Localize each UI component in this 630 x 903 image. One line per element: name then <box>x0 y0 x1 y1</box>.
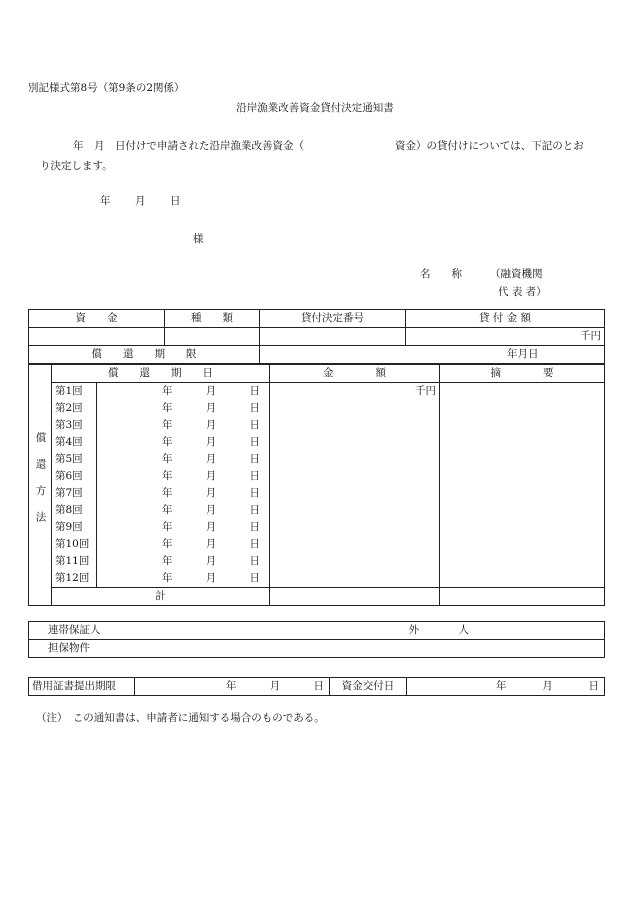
installment-row <box>29 451 605 468</box>
installment-date[interactable] <box>97 519 270 536</box>
installment-date[interactable] <box>97 468 270 485</box>
installment-note[interactable] <box>440 553 605 570</box>
lender-name-label: 名 称 <box>420 268 462 280</box>
fund-header: 資 金 <box>29 310 165 328</box>
installment-year: 年 <box>162 487 173 499</box>
submission-deadline-cell[interactable] <box>135 678 330 696</box>
installment-note[interactable] <box>440 417 605 434</box>
installment-label: 第4回 <box>52 434 97 451</box>
installment-year: 年 <box>162 538 173 550</box>
installment-month: 月 <box>205 504 217 516</box>
installment-date[interactable] <box>97 383 270 401</box>
lender-rep-label: 代 表 者） <box>498 286 547 298</box>
installment-month: 月 <box>205 453 217 465</box>
installment-amount[interactable] <box>270 553 440 570</box>
installment-year: 年 <box>162 555 173 567</box>
installment-amount[interactable] <box>270 434 440 451</box>
loan-summary-table <box>28 309 605 364</box>
installment-note[interactable] <box>440 468 605 485</box>
installment-month: 月 <box>205 555 217 567</box>
installment-day: 日 <box>249 538 260 550</box>
document-title: 沿岸漁業改善資金貸付決定通知書 <box>236 102 394 114</box>
installment-note[interactable] <box>440 485 605 502</box>
repayment-deadline-cell[interactable] <box>260 346 605 364</box>
installment-year: 年 <box>162 572 173 584</box>
installment-year: 年 <box>162 504 173 516</box>
guarantor-label: 連帯保証人 <box>48 624 101 636</box>
installment-date[interactable] <box>97 536 270 553</box>
repayment-deadline-label: 償 還 期 限 <box>29 346 260 364</box>
submission-year: 年 <box>226 680 237 692</box>
installment-day: 日 <box>249 436 260 448</box>
guarantor-others-b: 人 <box>458 624 469 636</box>
installment-amount[interactable] <box>270 570 440 588</box>
total-amount[interactable] <box>270 588 440 606</box>
installment-day: 日 <box>249 419 260 431</box>
installment-date[interactable] <box>97 451 270 468</box>
paragraph-line2: り決定します。 <box>40 160 113 172</box>
installment-date[interactable] <box>97 434 270 451</box>
installment-day: 日 <box>249 572 260 584</box>
installment-label: 第6回 <box>52 468 97 485</box>
installment-note[interactable] <box>440 519 605 536</box>
disbursement-day: 日 <box>588 680 599 692</box>
footnote: （注） この通知書は、申請者に通知する場合のものである。 <box>36 712 325 724</box>
installment-label: 第11回 <box>52 553 97 570</box>
installment-note[interactable] <box>440 434 605 451</box>
installment-amount[interactable] <box>270 417 440 434</box>
installment-amount[interactable] <box>270 400 440 417</box>
installment-month: 月 <box>205 487 217 499</box>
installment-day: 日 <box>249 504 260 516</box>
installment-label: 第5回 <box>52 451 97 468</box>
installment-day: 日 <box>249 470 260 482</box>
installment-day: 日 <box>249 487 260 499</box>
fund-cell[interactable] <box>29 328 165 346</box>
installment-note[interactable] <box>440 502 605 519</box>
installment-amount[interactable]: 千円 <box>270 383 440 401</box>
installment-note[interactable] <box>440 383 605 401</box>
installment-date[interactable] <box>97 417 270 434</box>
installment-month: 月 <box>205 470 217 482</box>
repayment-method-label: 償還方法 <box>29 365 52 606</box>
collateral-label: 担保物件 <box>48 642 90 654</box>
installment-amount[interactable] <box>270 451 440 468</box>
amount-cell[interactable]: 千円 <box>406 328 605 346</box>
disbursement-year: 年 <box>496 680 507 692</box>
installment-row <box>29 553 605 570</box>
submission-month: 月 <box>269 680 281 692</box>
installment-year: 年 <box>162 470 173 482</box>
installment-label: 第1回 <box>52 383 97 401</box>
submission-day: 日 <box>313 680 324 692</box>
installment-year: 年 <box>162 402 173 414</box>
installment-month: 月 <box>205 419 217 431</box>
installment-note[interactable] <box>440 400 605 417</box>
installment-amount[interactable] <box>270 519 440 536</box>
repayment-amount-header: 金 額 <box>270 365 440 383</box>
installment-year: 年 <box>162 453 173 465</box>
installment-label: 第2回 <box>52 400 97 417</box>
installment-label: 第3回 <box>52 417 97 434</box>
installment-month: 月 <box>205 385 217 397</box>
installment-amount[interactable] <box>270 536 440 553</box>
paragraph-line1-a: 年 月 日付けで申請された沿岸漁業改善資金（ <box>73 140 304 152</box>
guarantor-table <box>28 621 605 658</box>
lender-org-label: （融資機関 <box>490 268 543 280</box>
installment-month: 月 <box>205 538 217 550</box>
repayment-note-header: 摘 要 <box>440 365 605 383</box>
installment-year: 年 <box>162 436 173 448</box>
installment-label: 第7回 <box>52 485 97 502</box>
kind-header: 種 類 <box>165 310 260 328</box>
installment-note[interactable] <box>440 451 605 468</box>
installment-month: 月 <box>205 572 217 584</box>
installment-date[interactable] <box>97 485 270 502</box>
installment-date[interactable] <box>97 400 270 417</box>
deadline-year: 年 <box>507 348 518 360</box>
kind-cell[interactable] <box>165 328 260 346</box>
installment-label: 第8回 <box>52 502 97 519</box>
installment-row <box>29 468 605 485</box>
form-id: 別記様式第8号（第9条の2関係） <box>28 82 185 94</box>
installment-day: 日 <box>249 453 260 465</box>
repayment-date-header: 償 還 期 日 <box>52 365 270 383</box>
installment-date[interactable] <box>97 570 270 588</box>
installment-label: 第10回 <box>52 536 97 553</box>
installment-row <box>29 519 605 536</box>
deadline-day: 日 <box>528 348 539 360</box>
installment-day: 日 <box>249 385 260 397</box>
guarantor-row[interactable] <box>29 622 605 640</box>
installment-month: 月 <box>205 402 217 414</box>
disbursement-cell[interactable] <box>407 678 605 696</box>
date-day: 日 <box>170 195 181 207</box>
submission-deadline-label: 借用証書提出期限 <box>29 678 135 696</box>
installment-amount[interactable] <box>270 502 440 519</box>
disbursement-month: 月 <box>542 680 553 692</box>
collateral-row[interactable] <box>29 640 605 658</box>
installment-label: 第12回 <box>52 570 97 588</box>
installment-day: 日 <box>249 521 260 533</box>
installment-row <box>29 434 605 451</box>
installment-year: 年 <box>162 521 173 533</box>
installment-day: 日 <box>249 402 260 414</box>
installment-row <box>29 570 605 588</box>
installment-row <box>29 485 605 502</box>
installment-row <box>29 400 605 417</box>
installment-row <box>29 383 605 401</box>
date-year: 年 <box>100 195 111 207</box>
decision-no-cell[interactable] <box>260 328 406 346</box>
addressee-suffix: 様 <box>193 233 204 245</box>
installment-row <box>29 536 605 553</box>
amount-header: 貸 付 金 額 <box>406 310 605 328</box>
paragraph-line1-b: 資金）の貸付けについては、下記のとお <box>395 140 584 152</box>
installment-year: 年 <box>162 385 173 397</box>
submission-table <box>28 677 605 696</box>
installment-note[interactable] <box>440 570 605 588</box>
installment-note[interactable] <box>440 536 605 553</box>
total-label: 計 <box>52 588 270 606</box>
installment-amount[interactable] <box>270 468 440 485</box>
decision-no-header: 貸付決定番号 <box>260 310 406 328</box>
total-note[interactable] <box>440 588 605 606</box>
total-row <box>29 588 605 606</box>
deadline-month: 月 <box>517 348 528 360</box>
installment-date[interactable] <box>97 553 270 570</box>
installment-row <box>29 502 605 519</box>
installment-label: 第9回 <box>52 519 97 536</box>
installment-month: 月 <box>205 521 217 533</box>
installment-date[interactable] <box>97 502 270 519</box>
disbursement-label: 資金交付日 <box>330 678 407 696</box>
installment-year: 年 <box>162 419 173 431</box>
installment-day: 日 <box>249 555 260 567</box>
date-month: 月 <box>135 195 146 207</box>
installment-amount[interactable] <box>270 485 440 502</box>
installment-row <box>29 417 605 434</box>
repayment-schedule-table <box>28 364 605 606</box>
guarantor-others-a: 外 <box>408 624 419 636</box>
installment-month: 月 <box>205 436 217 448</box>
